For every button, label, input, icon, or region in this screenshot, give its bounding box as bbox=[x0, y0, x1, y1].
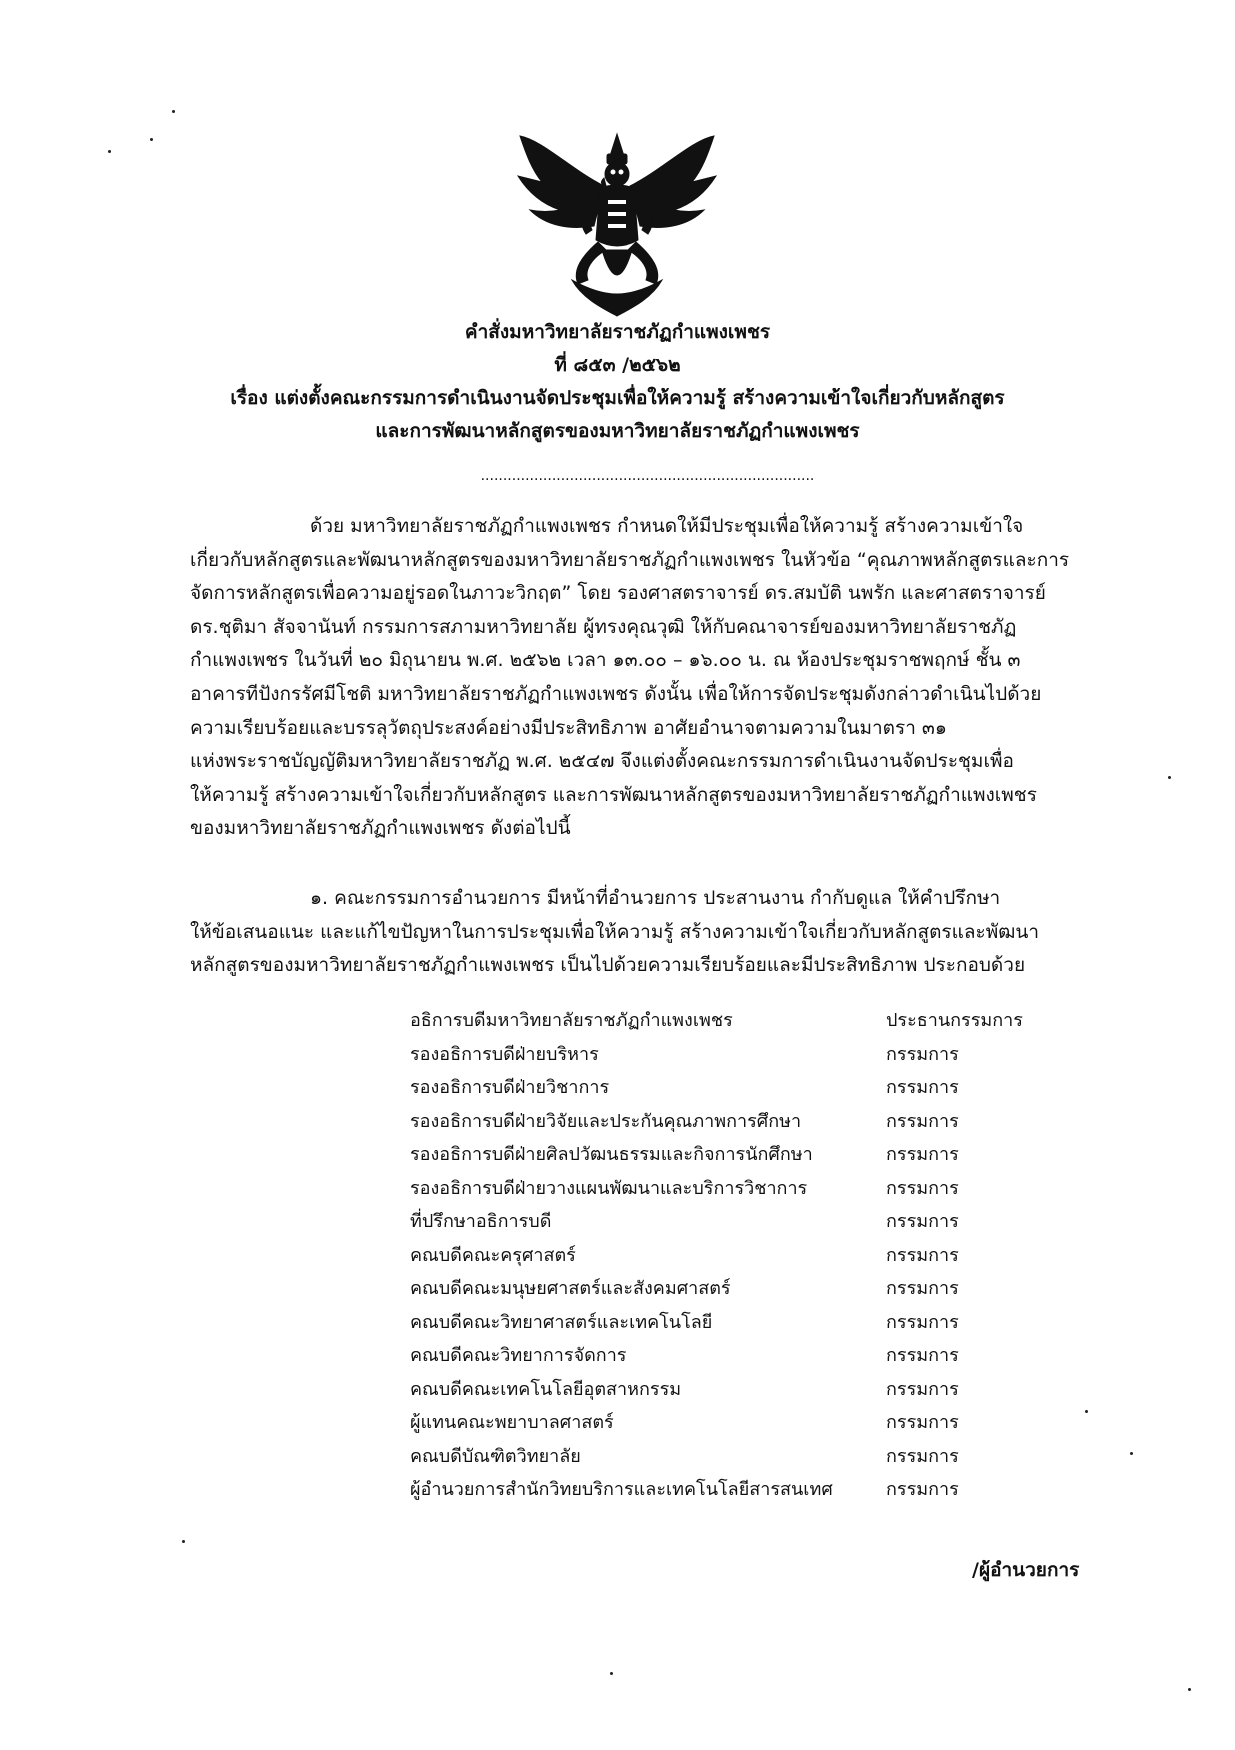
committee-row bbox=[410, 1004, 1070, 1038]
committee-row bbox=[410, 1071, 1070, 1105]
scan-speck bbox=[150, 138, 153, 141]
garuda-emblem-icon bbox=[512, 130, 722, 320]
committee-position: ที่ปรึกษาอธิการบดี bbox=[410, 1211, 552, 1232]
committee-position: อธิการบดีมหาวิทยาลัยราชภัฏกำแพงเพชร bbox=[410, 1010, 733, 1031]
committee-row bbox=[410, 1440, 1070, 1474]
committee-row bbox=[410, 1473, 1070, 1507]
committee-row bbox=[410, 1205, 1070, 1239]
intro-paragraph bbox=[190, 510, 1095, 846]
committee-role: กรรมการ bbox=[886, 1043, 959, 1065]
committee-list bbox=[410, 1004, 1070, 1507]
continuation-marker: /ผู้อำนวยการ bbox=[972, 1559, 1080, 1581]
committee-row bbox=[410, 1306, 1070, 1340]
committee-role: กรรมการ bbox=[886, 1077, 959, 1098]
committee-position: รองอธิการบดีฝ่ายศิลปวัฒนธรรมและกิจการนักศึกษา bbox=[410, 1144, 813, 1165]
committee-position: คณบดีคณะครุศาสตร์ bbox=[410, 1244, 576, 1266]
committee-role: กรรมการ bbox=[886, 1278, 959, 1299]
paragraph-line: ด้วย มหาวิทยาลัยราชภัฏกำแพงเพชร กำหนดให้มีประชุมเพื่อให้ความรู้ สร้างความเข้าใจ bbox=[310, 515, 1024, 537]
scan-speck bbox=[172, 110, 175, 113]
committee-row bbox=[410, 1138, 1070, 1172]
scan-speck bbox=[182, 1540, 185, 1543]
scan-speck bbox=[1085, 1410, 1088, 1413]
committee-role: กรรมการ bbox=[886, 1479, 959, 1500]
paragraph-line: หลักสูตรของมหาวิทยาลัยราชภัฏกำแพงเพชร เป็นไปด้วยความเรียบร้อยและมีประสิทธิภาพ ประกอบด้วย bbox=[190, 954, 1026, 977]
committee-position: ผู้อำนวยการสำนักวิทยบริการและเทคโนโลยีสารสนเทศ bbox=[410, 1479, 833, 1500]
committee-role: กรรมการ bbox=[886, 1345, 959, 1366]
paragraph-line: ๑. คณะกรรมการอำนวยการ มีหน้าที่อำนวยการ ประสานงาน กำกับดูแล ให้คำปรึกษา bbox=[310, 887, 1001, 909]
subject-line-1: เรื่อง แต่งตั้งคณะกรรมการดำเนินงานจัดประชุมเพื่อให้ความรู้ สร้างความเข้าใจเกี่ยวกับหลักสูตร bbox=[230, 387, 1005, 409]
scan-speck bbox=[108, 150, 111, 153]
committee-position: คณบดีคณะวิทยาศาสตร์และเทคโนโลยี bbox=[410, 1311, 713, 1333]
committee-position: ผู้แทนคณะพยาบาลศาสตร์ bbox=[410, 1412, 614, 1433]
committee-role: กรรมการ bbox=[886, 1378, 959, 1400]
committee-position: คณบดีคณะวิทยาการจัดการ bbox=[410, 1345, 627, 1366]
paragraph-line: แห่งพระราชบัญญัติมหาวิทยาลัยราชภัฏ พ.ศ. ๒๕๔๗ จึงแต่งตั้งคณะกรรมการดำเนินงานจัดประชุมเพื่อ bbox=[190, 750, 1014, 773]
committee-row bbox=[410, 1172, 1070, 1206]
scan-speck bbox=[1168, 776, 1171, 779]
committee-role: กรรมการ bbox=[886, 1412, 959, 1433]
order-title: คำสั่งมหาวิทยาลัยราชภัฏกำแพงเพชร bbox=[464, 321, 771, 343]
committee-role: กรรมการ bbox=[886, 1110, 959, 1132]
scan-speck bbox=[1130, 1452, 1133, 1455]
paragraph-line: จัดการหลักสูตรเพื่อความอยู่รอดในภาวะวิกฤต” โดย รองศาสตราจารย์ ดร.สมบัติ นพรัก และศาสตราจารย์ bbox=[190, 582, 1046, 605]
committee-intro-paragraph bbox=[190, 882, 1095, 983]
committee-position: คณบดีคณะเทคโนโลยีอุตสาหกรรม bbox=[410, 1378, 682, 1400]
title-divider: ........................................................................... bbox=[480, 468, 815, 484]
committee-role: ประธานกรรมการ bbox=[886, 1010, 1023, 1031]
order-number: ที่ ๘๕๓ /๒๕๖๒ bbox=[554, 354, 681, 376]
committee-position: รองอธิการบดีฝ่ายบริหาร bbox=[410, 1043, 599, 1065]
paragraph-line: ให้ข้อเสนอแนะ และแก้ไขปัญหาในการประชุมเพื่อให้ความรู้ สร้างความเข้าใจเกี่ยวกับหลักสูตรและพัฒนา bbox=[190, 920, 1040, 943]
paragraph-line: ความเรียบร้อยและบรรลุวัตถุประสงค์อย่างมีประสิทธิภาพ อาศัยอำนาจตามความในมาตรา ๓๑ bbox=[190, 716, 947, 739]
paragraph-line: อาคารทีปังกรรัศมีโชติ มหาวิทยาลัยราชภัฏกำแพงเพชร ดังนั้น เพื่อให้การจัดประชุมดังกล่าวดำเนินไปด้วย bbox=[190, 682, 1042, 705]
committee-row bbox=[410, 1339, 1070, 1373]
committee-role: กรรมการ bbox=[886, 1445, 959, 1467]
paragraph-line: ของมหาวิทยาลัยราชภัฏกำแพงเพชร ดังต่อไปนี้ bbox=[190, 817, 571, 840]
committee-position: รองอธิการบดีฝ่ายวางแผนพัฒนาและบริการวิชาการ bbox=[410, 1177, 808, 1199]
paragraph-line: ดร.ชุติมา สัจจานันท์ กรรมการสภามหาวิทยาลัย ผู้ทรงคุณวุฒิ ให้กับคณาจารย์ของมหาวิทยาลัยราชภัฏ bbox=[190, 615, 1017, 638]
committee-row bbox=[410, 1105, 1070, 1139]
committee-role: กรรมการ bbox=[886, 1211, 959, 1232]
committee-role: กรรมการ bbox=[886, 1244, 959, 1266]
scan-speck bbox=[610, 1672, 613, 1675]
committee-row bbox=[410, 1239, 1070, 1273]
committee-role: กรรมการ bbox=[886, 1144, 959, 1165]
paragraph-line: ให้ความรู้ สร้างความเข้าใจเกี่ยวกับหลักสูตร และการพัฒนาหลักสูตรของมหาวิทยาลัยราชภัฏกำแพงเพชร bbox=[190, 783, 1037, 806]
committee-row bbox=[410, 1038, 1070, 1072]
committee-row bbox=[410, 1406, 1070, 1440]
committee-position: คณบดีคณะมนุษยศาสตร์และสังคมศาสตร์ bbox=[410, 1278, 731, 1299]
committee-role: กรรมการ bbox=[886, 1311, 959, 1333]
committee-position: รองอธิการบดีฝ่ายวิชาการ bbox=[410, 1077, 610, 1098]
committee-row bbox=[410, 1272, 1070, 1306]
committee-row bbox=[410, 1373, 1070, 1407]
paragraph-line: กำแพงเพชร ในวันที่ ๒๐ มิถุนายน พ.ศ. ๒๕๖๒ เวลา ๑๓.๐๐ – ๑๖.๐๐ น. ณ ห้องประชุมราชพฤกษ์ ชั้น ๓ bbox=[190, 649, 1021, 672]
paragraph-line: เกี่ยวกับหลักสูตรและพัฒนาหลักสูตรของมหาวิทยาลัยราชภัฏกำแพงเพชร ในหัวข้อ “คุณภาพหลักสูตรและการ bbox=[190, 548, 1070, 571]
subject-line-2: และการพัฒนาหลักสูตรของมหาวิทยาลัยราชภัฏกำแพงเพชร bbox=[375, 420, 860, 442]
committee-position: รองอธิการบดีฝ่ายวิจัยและประกันคุณภาพการศึกษา bbox=[410, 1110, 802, 1132]
scan-speck bbox=[1188, 1688, 1191, 1691]
committee-role: กรรมการ bbox=[886, 1177, 959, 1199]
committee-position: คณบดีบัณฑิตวิทยาลัย bbox=[410, 1445, 581, 1467]
